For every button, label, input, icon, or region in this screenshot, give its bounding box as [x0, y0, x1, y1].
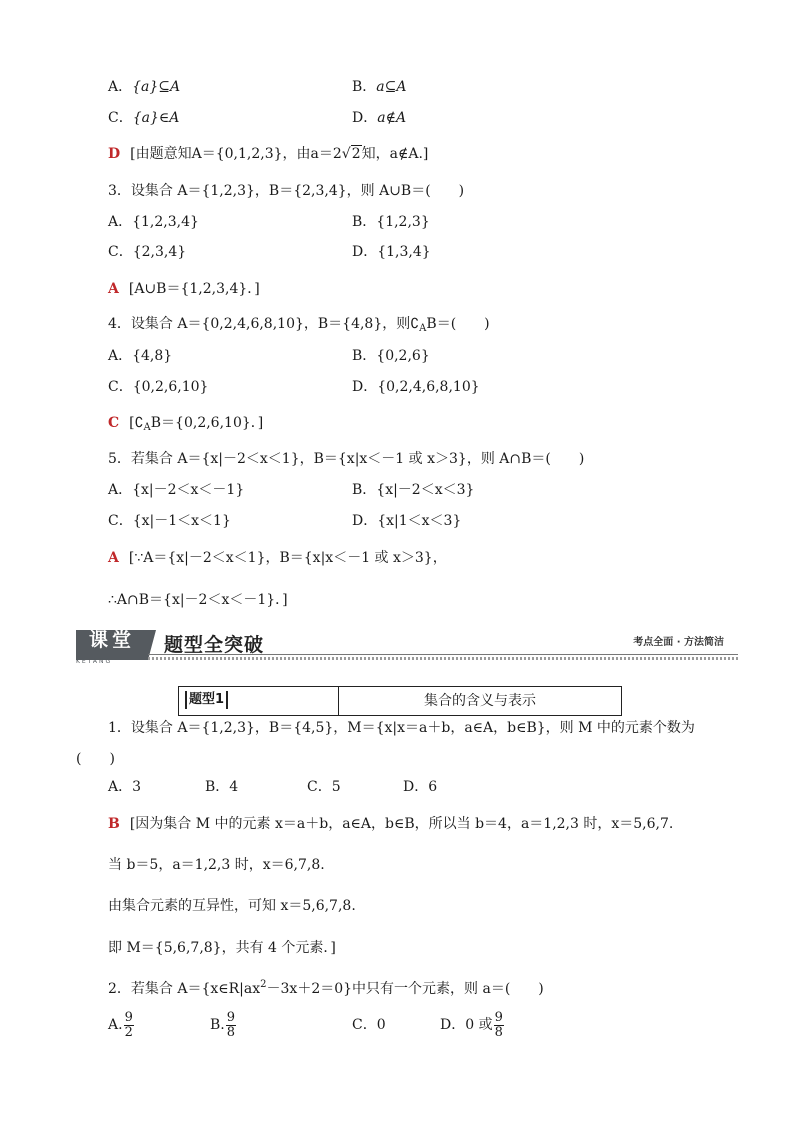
- q4-option-a: A．{4,8}: [108, 348, 173, 364]
- badge-notch: [148, 630, 156, 660]
- q4-option-c: C．{0,2,6,10}: [108, 379, 209, 395]
- q4-option-b: B．{0,2,6}: [352, 348, 430, 364]
- fraction: $\frac{9}{8}$: [494, 1009, 503, 1040]
- answer-letter: D: [108, 146, 121, 162]
- option-c: C．{a}∈A: [108, 110, 180, 126]
- q3-option-c: C．{2,3,4}: [108, 244, 187, 260]
- topic-box: [178, 686, 622, 716]
- topic-q2-option-c: C．0: [352, 1017, 386, 1033]
- topic-q1-answer-line-1: B [因为集合 M 中的元素 x＝a＋b，a∈A，b∈B，所以当 b＝4，a＝1,2,3 时，x＝5,6,7.: [108, 816, 674, 832]
- fraction: $\frac{9}{2}$: [124, 1009, 133, 1040]
- q5-option-c: C．{x|－1＜x＜1}: [108, 513, 231, 529]
- q3-option-b: B．{1,2,3}: [352, 214, 430, 230]
- answer-letter: A: [108, 281, 119, 297]
- topic-label: 题型1: [185, 691, 228, 709]
- topic-q1-option-d: D．6: [403, 779, 438, 795]
- section-tagline: 考点全面 · 方法简洁: [633, 637, 724, 648]
- topic-q1-answer-line-4: 即 M＝{5,6,7,8}，共有 4 个元素．]: [108, 940, 336, 956]
- answer-letter: A: [108, 550, 119, 566]
- section-title: 题型全突破: [164, 634, 265, 656]
- section-banner: [76, 626, 738, 670]
- q3-option-a: A．{1,2,3,4}: [108, 214, 199, 230]
- q3-answer: A [A∪B＝{1,2,3,4}．]: [108, 281, 260, 297]
- q3-option-d: D．{1,3,4}: [352, 244, 431, 260]
- topic-q2-option-b: B. $\frac{9}{8}$: [210, 1009, 236, 1040]
- question-5-stem: 5．若集合 A＝{x|－2＜x＜1}，B＝{x|x＜－1 或 x＞3}，则 A∩B＝( ): [108, 451, 585, 467]
- option-b: B．a⊆A: [352, 79, 407, 95]
- topic-q1-answer-line-2: 当 b＝5，a＝1,2,3 时，x＝6,7,8.: [108, 857, 325, 873]
- option-d: D．a∉A: [352, 110, 407, 126]
- sqrt-icon: √: [341, 146, 351, 162]
- topic-title: 集合的含义与表示: [424, 693, 536, 709]
- q4-answer: C [$∁_AB=\{0,2,6,10\}$．]: [108, 415, 264, 433]
- option-a: A．{a}⊆A: [108, 79, 181, 95]
- q4-option-d: D．{0,2,4,6,8,10}: [352, 379, 480, 395]
- banner-dotted-rule: [148, 657, 738, 660]
- topic-q1-blank: ( ): [76, 751, 115, 767]
- topic-q1-option-b: B．4: [205, 779, 239, 795]
- answer-letter: C: [108, 415, 120, 431]
- topic-q2-stem: 2．若集合 $A=\{x\in R|ax^2-3x+2=0\}$中只有一个元素，则 a＝( ): [108, 979, 544, 997]
- q5-answer-line-2: ∴A∩B＝{x|－2＜x＜－1}．]: [108, 592, 288, 608]
- banner-rule: [148, 654, 738, 655]
- q5-option-d: D．{x|1＜x＜3}: [352, 513, 462, 529]
- question-4-stem: 4．设集合 A＝{0,2,4,6,8,10}，B＝{4,8}，则$∁_AB=$( ): [108, 316, 490, 334]
- topic-q1-option-c: C．5: [307, 779, 341, 795]
- question-3-stem: 3．设集合 A＝{1,2,3}，B＝{2,3,4}，则 A∪B＝( ): [108, 183, 465, 199]
- topic-q1-answer-line-3: 由集合元素的互异性，可知 x＝5,6,7,8.: [108, 898, 356, 914]
- topic-q1-stem: 1．设集合 A＝{1,2,3}，B＝{4,5}，M＝{x|x＝a＋b，a∈A，b∈B}，则 M 中的元素个数为: [108, 720, 695, 736]
- q5-answer-line-1: A [∵A＝{x|－2＜x＜1}，B＝{x|x＜－1 或 x＞3}，: [108, 550, 447, 566]
- q5-option-a: A．{x|－2＜x＜－1}: [108, 482, 245, 498]
- topic-q2-option-d: D．0 或 $\frac{9}{8}$: [440, 1009, 503, 1040]
- answer-letter: B: [108, 816, 120, 832]
- topic-label-cell: [179, 687, 339, 715]
- section-badge-pinyin: KETANG: [76, 658, 113, 665]
- topic-q2-option-a: A. $\frac{9}{2}$: [108, 1009, 133, 1040]
- topic-q1-option-a: A．3: [108, 779, 142, 795]
- fraction: $\frac{9}{8}$: [226, 1009, 236, 1040]
- q5-option-b: B．{x|－2＜x＜3}: [352, 482, 475, 498]
- section-badge-label: 课堂: [88, 629, 135, 651]
- answer-prev: D [由题意知A＝{0,1,2,3}，由a＝2√2知，a∉A.]: [108, 146, 429, 162]
